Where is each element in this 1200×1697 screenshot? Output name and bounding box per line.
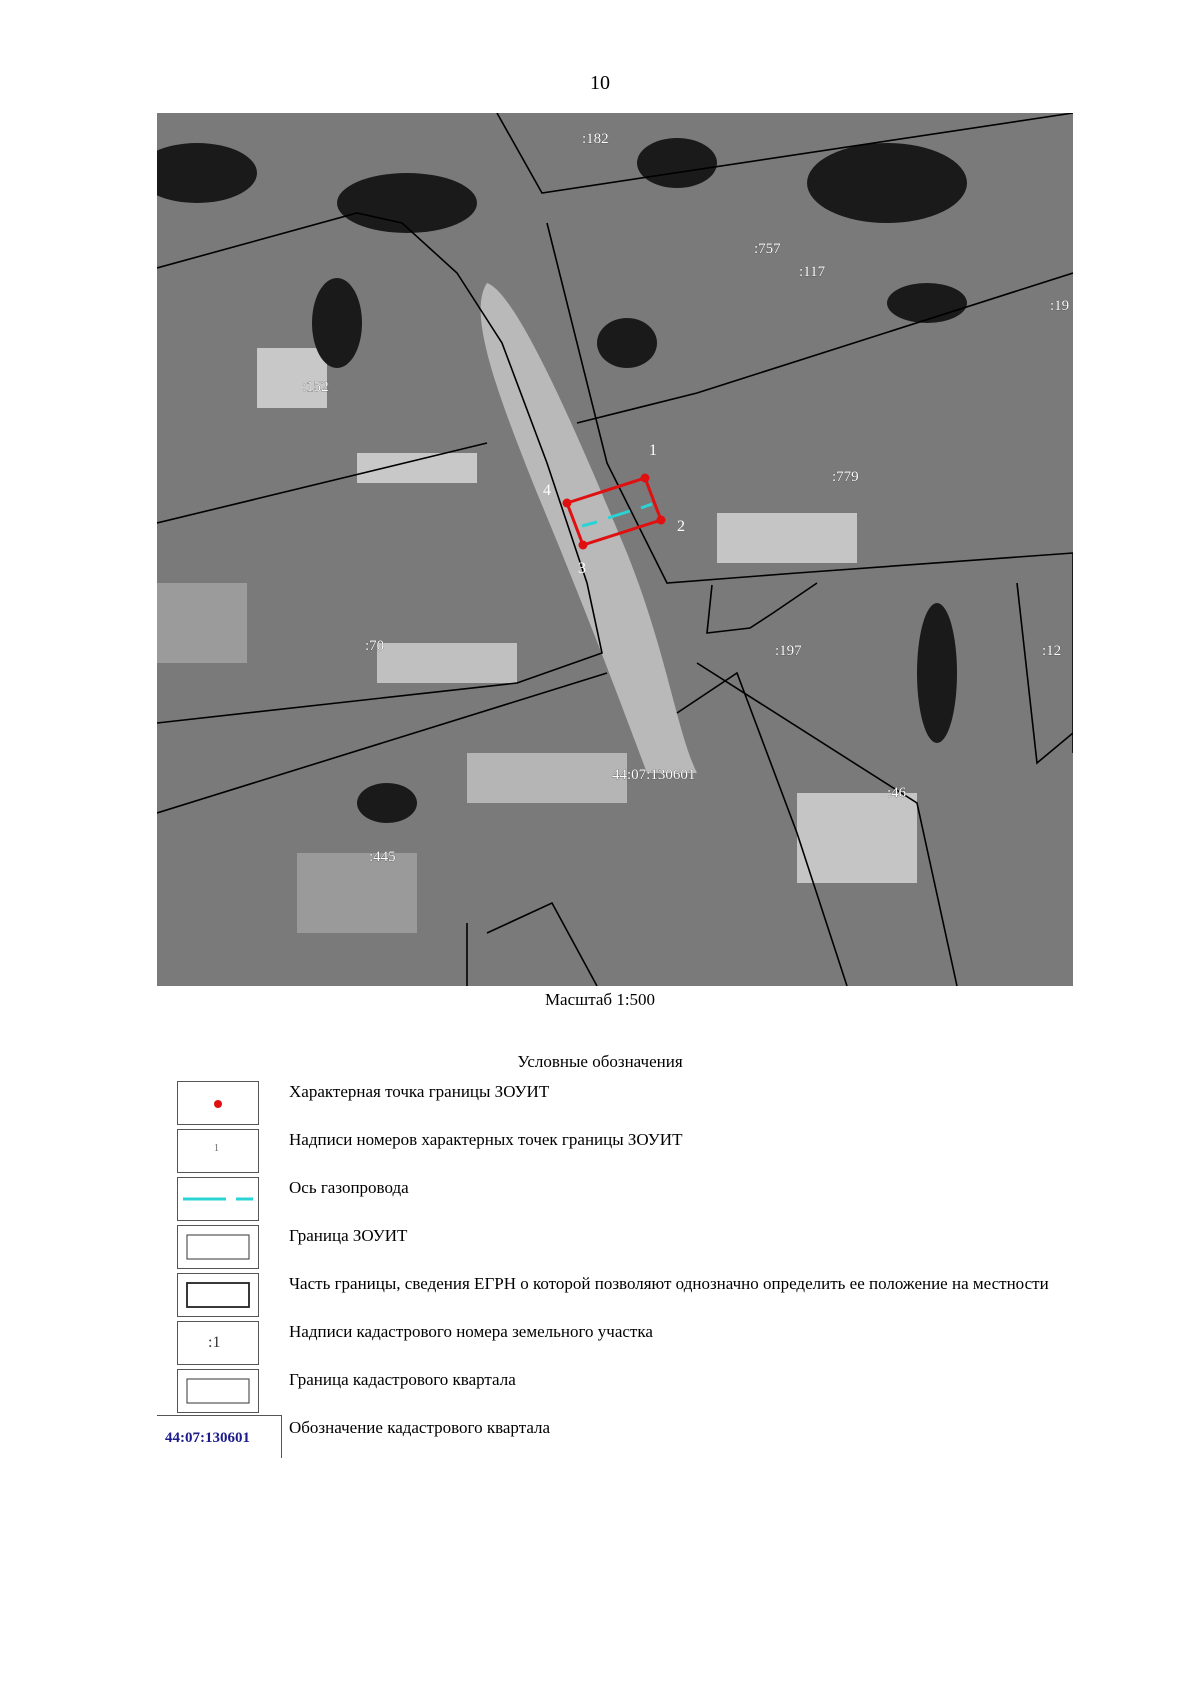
parcel-label-445: :445 bbox=[369, 849, 396, 865]
legend-text: Граница ЗОУИТ bbox=[289, 1226, 408, 1245]
parcel-label-779: :779 bbox=[832, 469, 859, 485]
zouit-point-1 bbox=[641, 474, 650, 483]
legend-text: Часть границы, сведения ЕГРН о которой позволяют однозначно определить ее положение на местности bbox=[289, 1274, 1049, 1293]
legend-symbol-rectangle bbox=[177, 1369, 259, 1413]
vegetation-4 bbox=[807, 143, 967, 223]
parcel-label-46: :46 bbox=[887, 785, 907, 801]
legend-symbol-rectangle bbox=[177, 1225, 259, 1269]
point-label-1: 1 bbox=[649, 442, 657, 459]
legend-text: Граница кадастрового квартала bbox=[289, 1370, 516, 1389]
legend-item-gas-axis bbox=[177, 1177, 1077, 1223]
yard-70 bbox=[157, 583, 247, 663]
legend-symbol-red-dot bbox=[177, 1081, 259, 1125]
parcel-label-117: :117 bbox=[799, 264, 826, 280]
quarter-code-sample: 44:07:130601 bbox=[165, 1430, 250, 1446]
parcel-label-70: :70 bbox=[365, 638, 385, 654]
building-152 bbox=[257, 348, 327, 408]
yard-445 bbox=[297, 853, 417, 933]
parcel-label-12: :12 bbox=[1042, 643, 1062, 659]
zouit-point-2 bbox=[657, 516, 666, 525]
legend-symbol-cyan-dash bbox=[177, 1177, 259, 1221]
legend-title: Условные обозначения bbox=[517, 1052, 683, 1071]
legend-symbol-rectangle-bold bbox=[177, 1273, 259, 1317]
page-number: 10 bbox=[590, 72, 610, 94]
legend-item-point bbox=[177, 1081, 1077, 1127]
cadastral-map bbox=[157, 113, 1073, 986]
legend-symbol-point-number: 1 bbox=[177, 1129, 259, 1173]
parcel-label-19: :19 bbox=[1050, 298, 1070, 314]
parcel-label-152: :152 bbox=[302, 379, 329, 395]
legend-text: Обозначение кадастрового квартала bbox=[289, 1418, 551, 1437]
legend-text: Надписи номеров характерных точек границы ЗОУИТ bbox=[289, 1130, 683, 1149]
parcel-label-182: :182 bbox=[582, 131, 609, 147]
vegetation-8 bbox=[887, 283, 967, 323]
building-roof-1 bbox=[357, 453, 477, 483]
vegetation-9 bbox=[917, 603, 957, 743]
legend-item-quarter-boundary bbox=[177, 1369, 1077, 1415]
legend-text: Ось газопровода bbox=[289, 1178, 409, 1197]
legend-symbol-quarter-code bbox=[157, 1415, 282, 1458]
legend-item-parcel-number bbox=[177, 1321, 1077, 1367]
map-scale: Масштаб 1:500 bbox=[544, 990, 656, 1009]
zouit-point-3 bbox=[579, 541, 588, 550]
building-roof-4 bbox=[717, 513, 857, 563]
legend-item-zouit-boundary bbox=[177, 1225, 1077, 1271]
zouit-point-4 bbox=[563, 499, 572, 508]
legend-text: Характерная точка границы ЗОУИТ bbox=[289, 1082, 550, 1101]
building-46 bbox=[797, 793, 917, 883]
legend-item-egrn-boundary bbox=[177, 1273, 1077, 1319]
legend-item-point-number bbox=[177, 1129, 1077, 1175]
point-label-3: 3 bbox=[578, 560, 586, 577]
quarter-label: 44:07:130601 bbox=[612, 767, 696, 783]
parcel-label-757: :757 bbox=[754, 241, 781, 257]
vegetation-7 bbox=[357, 783, 417, 823]
vegetation-5 bbox=[312, 278, 362, 368]
legend-symbol-parcel-number: :1 bbox=[177, 1321, 259, 1365]
point-label-4: 4 bbox=[543, 482, 551, 499]
building-roof-3 bbox=[467, 753, 627, 803]
legend-text: Надписи кадастрового номера земельного участка bbox=[289, 1322, 653, 1341]
vegetation-3 bbox=[637, 138, 717, 188]
building-roof-2 bbox=[377, 643, 517, 683]
point-label-2: 2 bbox=[677, 518, 685, 535]
parcel-label-197: :197 bbox=[775, 643, 802, 659]
vegetation-6 bbox=[597, 318, 657, 368]
vegetation-2 bbox=[337, 173, 477, 233]
